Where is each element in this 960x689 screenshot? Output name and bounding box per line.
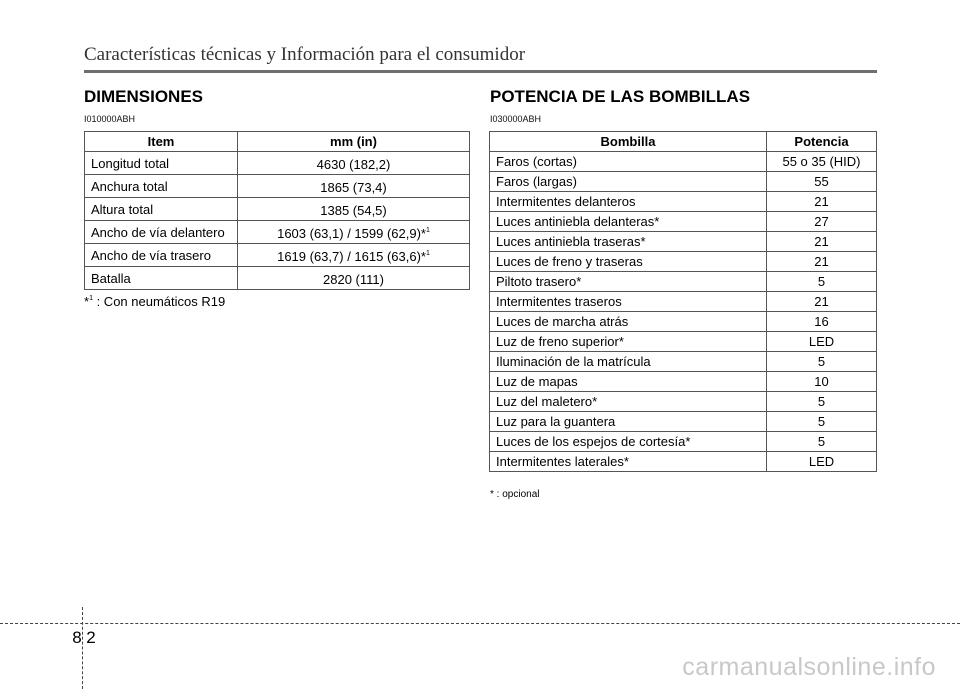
dimensions-table <box>84 131 470 290</box>
bulbs-footnote: * : opcional <box>490 489 540 500</box>
bulbs-table <box>489 131 877 472</box>
bulb-name: Luz de freno superior* <box>490 332 767 352</box>
bulb-power: 21 <box>767 232 877 252</box>
table-row <box>85 198 470 221</box>
dimension-item: Ancho de vía delantero <box>85 221 238 244</box>
bulb-name: Piltoto trasero* <box>490 272 767 292</box>
bulb-power: 5 <box>767 412 877 432</box>
table-row <box>490 432 877 452</box>
bulb-name: Luces de freno y traseras <box>490 252 767 272</box>
table-row <box>490 292 877 312</box>
bulb-name: Luz del maletero* <box>490 392 767 412</box>
dimension-value: 1385 (54,5) <box>238 198 470 221</box>
table-row <box>490 212 877 232</box>
bulb-power: 5 <box>767 432 877 452</box>
table-row <box>85 221 470 244</box>
page-header-title: Características técnicas y Información para el consumidor <box>84 44 526 65</box>
dimension-item: Ancho de vía trasero <box>85 244 238 267</box>
bulb-power: 10 <box>767 372 877 392</box>
table-row <box>85 244 470 267</box>
page-number <box>70 628 98 648</box>
table-row <box>490 372 877 392</box>
table-row <box>490 172 877 192</box>
bulbs-col-bombilla: Bombilla <box>490 132 767 152</box>
table-row <box>490 352 877 372</box>
crop-line-vertical <box>82 607 83 689</box>
bulb-name: Luces de marcha atrás <box>490 312 767 332</box>
bulbs-code: I030000ABH <box>490 114 542 124</box>
bulb-power: 55 o 35 (HID) <box>767 152 877 172</box>
bulb-power: LED <box>767 452 877 472</box>
bulb-power: LED <box>767 332 877 352</box>
dimensions-header-row <box>85 132 470 152</box>
table-row <box>490 412 877 432</box>
page-index: 2 <box>86 628 96 647</box>
dimension-item: Batalla <box>85 267 238 290</box>
table-row <box>490 312 877 332</box>
bulb-name: Faros (cortas) <box>490 152 767 172</box>
bulb-power: 21 <box>767 252 877 272</box>
table-row <box>85 267 470 290</box>
dimension-value: 2820 (111) <box>238 267 470 290</box>
dimension-value: 4630 (182,2) <box>238 152 470 175</box>
bulb-power: 21 <box>767 192 877 212</box>
bulb-name: Faros (largas) <box>490 172 767 192</box>
dimension-value: 1619 (63,7) / 1615 (63,6)*$^1$ <box>238 244 470 267</box>
dimensions-code: I010000ABH <box>84 114 136 124</box>
bulb-power: 5 <box>767 392 877 412</box>
bulb-name: Luz de mapas <box>490 372 767 392</box>
bulb-name: Intermitentes delanteros <box>490 192 767 212</box>
page-chapter: 8 <box>72 628 82 647</box>
dimension-value: 1603 (63,1) / 1599 (62,9)*$^1$ <box>238 221 470 244</box>
bulbs-title: POTENCIA DE LAS BOMBILLAS <box>490 87 751 106</box>
table-row <box>85 175 470 198</box>
table-row <box>490 452 877 472</box>
bulb-power: 27 <box>767 212 877 232</box>
bulb-power: 16 <box>767 312 877 332</box>
bulb-power: 21 <box>767 292 877 312</box>
bulb-name: Luces de los espejos de cortesía* <box>490 432 767 452</box>
bulb-name: Intermitentes traseros <box>490 292 767 312</box>
dimension-value: 1865 (73,4) <box>238 175 470 198</box>
table-row <box>490 192 877 212</box>
dimensions-footnote: *$^1$ : Con neumáticos R19 <box>84 294 226 309</box>
dimensions-title: DIMENSIONES <box>84 87 204 106</box>
header-rule <box>84 70 877 73</box>
dimensions-col-item: Item <box>85 132 238 152</box>
table-row <box>490 232 877 252</box>
dimension-item: Altura total <box>85 198 238 221</box>
table-row <box>490 152 877 172</box>
dimension-item: Longitud total <box>85 152 238 175</box>
crop-line-horizontal <box>0 623 960 624</box>
table-row <box>490 332 877 352</box>
bulb-name: Iluminación de la matrícula <box>490 352 767 372</box>
watermark: carmanualsonline.info <box>682 653 936 681</box>
table-row <box>490 252 877 272</box>
bulb-power: 55 <box>767 172 877 192</box>
dimensions-col-mm: mm (in) <box>238 132 470 152</box>
bulbs-header-row <box>490 132 877 152</box>
bulb-name: Intermitentes laterales* <box>490 452 767 472</box>
bulb-name: Luz para la guantera <box>490 412 767 432</box>
bulb-name: Luces antiniebla delanteras* <box>490 212 767 232</box>
dimension-item: Anchura total <box>85 175 238 198</box>
bulb-name: Luces antiniebla traseras* <box>490 232 767 252</box>
table-row <box>490 392 877 412</box>
table-row <box>85 152 470 175</box>
bulb-power: 5 <box>767 272 877 292</box>
bulb-power: 5 <box>767 352 877 372</box>
table-row <box>490 272 877 292</box>
bulbs-col-potencia: Potencia <box>767 132 877 152</box>
